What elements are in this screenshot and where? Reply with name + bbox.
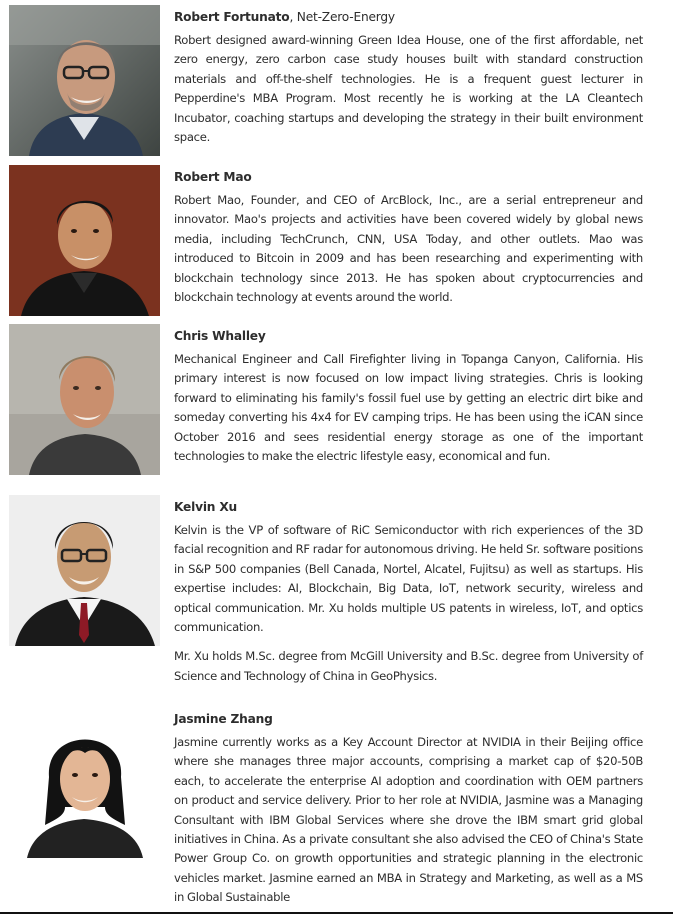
person-name: Jasmine Zhang (174, 712, 273, 726)
portrait-photo-kelvin-xu (9, 495, 160, 646)
bio-paragraph: Mechanical Engineer and Call Firefighter living in Topanga Canyon, California. His primary interest is now focused on low impact living strategies. Chris is looking forward to eliminating his family's fossil fuel use by getting an electric dirt bike and someday converting his 4x4 for EV camping trips. He has been using the iCAN since October 2016 and sees residential energy storage as one of the important technologies to make the electric lifestyle easy, economical and fun. (174, 352, 643, 464)
bio-heading (174, 711, 643, 727)
portrait-photo (9, 324, 160, 475)
person-name: Robert Fortunato (174, 10, 290, 24)
portrait-photo (9, 707, 160, 858)
bio-paragraph: Robert Mao, Founder, and CEO of ArcBlock, Inc., are a serial entrepreneur and innovator. Mao's projects and activities have been covered widely by global news media, including TechCrunch, CNN, USA Today, and other outlets. Mao was introduced to Bitcoin in 2009 and has been researching and experimenting with blockchain technology since 2013. He has spoken about cryptocurrencies and blockchain technology at events around the world. (174, 193, 643, 305)
page-bottom-rule (0, 912, 673, 914)
bio-paragraph: Kelvin is the VP of software of RiC Semiconductor with rich experiences of the 3D facial recognition and RF radar for autonomous driving. He held Sr. software positions in S&P 500 companies (Bell Canada, Nortel, Alcatel, Fujitsu) as well as startups. His expertise includes: AI, Blockchain, Big Data, IoT, network security, wireless and optical communication. Mr. Xu holds multiple US patents in wireless, IoT, and optics communication. (174, 523, 643, 635)
portrait-photo (9, 165, 160, 316)
bio-paragraph: Mr. Xu holds M.Sc. degree from McGill University and B.Sc. degree from University of Science and Technology of China in GeoPhysics. (174, 649, 643, 683)
bio-heading (174, 169, 643, 185)
bio-paragraph: Jasmine currently works as a Key Account Director at NVIDIA in their Beijing office where she manages three major accounts, comprising a market cap of $20-50B each, to accelerate the enterprise AI adoption and coordination with OEM partners on product and service delivery. Prior to her role at NVIDIA, Jasmine was a Managing Consultant with IBM Global Services where she drove the IBM smart grid global initiatives in China. As a private consultant she also advised the CEO of China's State Power Group Co. on growth opportunities and strategic planning in the electronic vehicles market. Jasmine earned an MBA in Strategy and Marketing, as well as a MS in Global Sustainable (174, 735, 643, 905)
portrait-photo (9, 5, 160, 156)
portrait-photo (9, 495, 160, 646)
person-name: Chris Whalley (174, 329, 266, 343)
portrait-photo-robert-fortunato (9, 5, 160, 156)
bio-paragraph: Robert designed award-winning Green Idea House, one of the first affordable, net zero energy, zero carbon case study houses built with standard construction materials and off-the-shelf technologies. He is a frequent guest lecturer in Pepperdine's MBA Program. Most recently he is working at the LA Cleantech Incubator, coaching startups and developing the strategy in their built environment space. (174, 33, 643, 145)
bio-heading (174, 9, 643, 25)
bio-heading (174, 499, 643, 515)
portrait-photo-chris-whalley (9, 324, 160, 475)
portrait-photo-robert-mao (9, 165, 160, 316)
bio-heading (174, 328, 643, 344)
person-affiliation: , Net-Zero-Energy (289, 10, 395, 24)
person-name: Kelvin Xu (174, 500, 237, 514)
portrait-photo-jasmine-zhang (9, 707, 160, 858)
person-name: Robert Mao (174, 170, 252, 184)
